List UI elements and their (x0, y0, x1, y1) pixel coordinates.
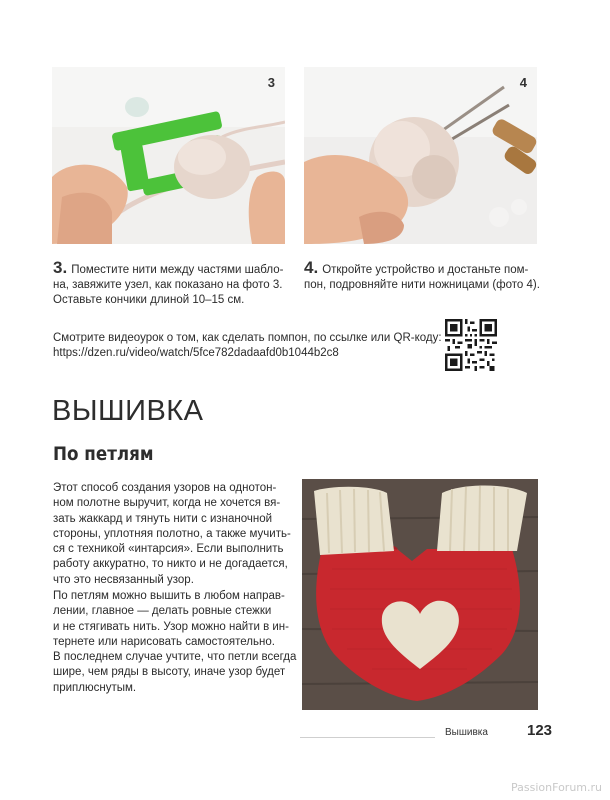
paragraph-1 (53, 481, 293, 588)
step-line: на, завяжите узел, как показано на фото 3. (53, 279, 283, 291)
text-line: ся с техникой «интарсия». Если выполнить (53, 543, 284, 556)
paragraph-2 (53, 589, 297, 696)
step-line: пон, подровняйте нити ножницами (фото 4). (304, 279, 540, 291)
subsection-title: По петлям (53, 443, 154, 465)
text-line: приплюснутым. (53, 681, 137, 694)
photo-3 (52, 67, 285, 244)
step-number: 4. (304, 258, 319, 277)
text-line: В последнем случае учтите, что петли всегда (53, 651, 297, 664)
text-line: стороны, уплотняя полотно, а также мучить- (53, 527, 291, 540)
footer-divider (300, 737, 435, 738)
section-title: ВЫШИВКА (52, 395, 204, 427)
step-4-caption (304, 260, 540, 293)
video-link[interactable]: https://dzen.ru/video/watch/5fce782dadaafd0b1044b2c8 (53, 347, 339, 359)
video-reference (53, 331, 442, 361)
step-line: Оставьте кончики длиной 10–15 см. (53, 294, 245, 306)
step-text: Поместите нити между частями шабло- (71, 264, 284, 276)
text-line: тернете или нарисовать самостоятельно. (53, 635, 275, 648)
text-line: и не стягивать нить. Узор можно найти в ин- (53, 620, 289, 633)
mitten-photo (302, 479, 538, 710)
text-line: лении, главное — делать ровные стежки (53, 605, 272, 618)
text-line: шире, чем ряды в высоту, иначе узор будет (53, 666, 286, 679)
step-line (53, 260, 283, 278)
step-3-caption (53, 260, 283, 308)
text-line: Этот способ создания узоров на однотон- (53, 482, 277, 494)
step-text: Откройте устройство и достаньте пом- (322, 264, 529, 276)
qr-code[interactable] (445, 319, 497, 371)
step-line (304, 260, 540, 278)
video-text: Смотрите видеоурок о том, как сделать помпон, по ссылке или QR-коду: (53, 332, 442, 344)
text-line: зать жаккард и тянуть нити с изнаночной (53, 512, 273, 525)
page-number: 123 (527, 722, 553, 739)
step-number: 3. (53, 258, 68, 277)
text-line: По петлям можно вышить в любом направ- (53, 590, 285, 602)
watermark: PassionForum.ru (511, 781, 602, 794)
text-line: ном полотне выручит, когда не хочется вя- (53, 497, 281, 510)
footer-section-name: Вышивка (445, 727, 488, 738)
text-line: что это несвязанный узор. (53, 573, 194, 586)
photo-4 (304, 67, 537, 244)
text-line: работу аккуратно, то никто и не догадается, (53, 558, 288, 571)
photo-number: 3 (267, 75, 275, 90)
photo-number: 4 (519, 75, 527, 90)
